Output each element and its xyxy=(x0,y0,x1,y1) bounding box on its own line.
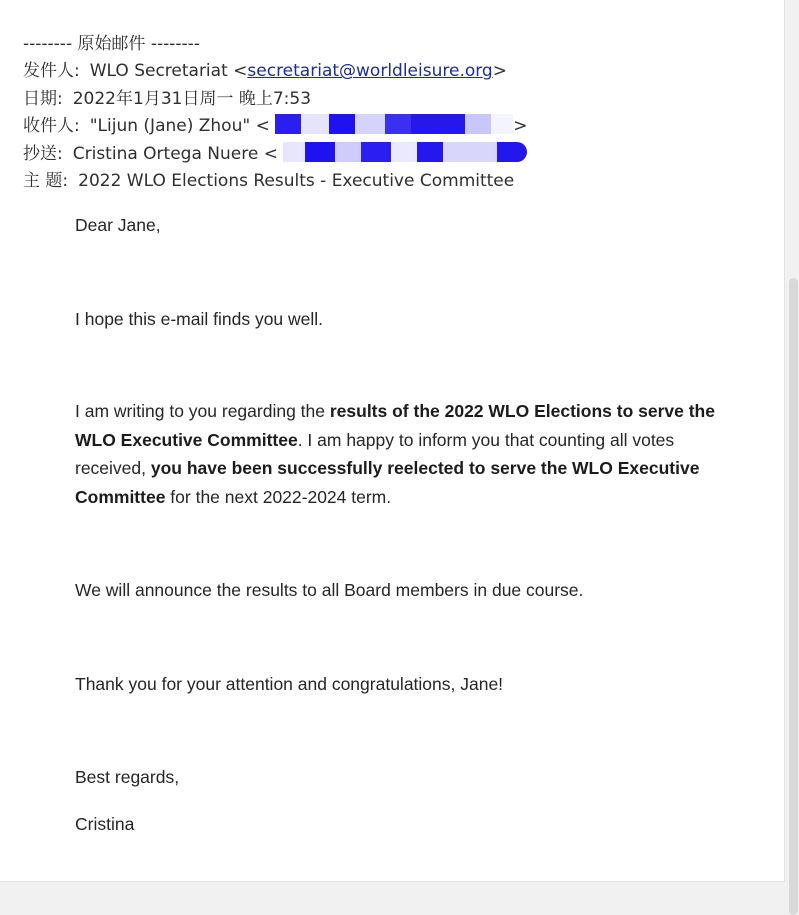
to-name: "Lijun (Jane) Zhou" < xyxy=(89,116,270,137)
signature: Cristina xyxy=(75,813,135,834)
subject-label: 主 题: xyxy=(23,170,69,191)
paragraph-election-results xyxy=(75,397,725,511)
to-row xyxy=(23,113,527,140)
from-row xyxy=(23,58,527,85)
paragraph-announcement: We will announce the results to all Board members in due course. xyxy=(75,580,584,600)
date-value: 2022年1月31日周一 晚上7:53 xyxy=(72,88,312,109)
cc-row xyxy=(23,141,527,168)
p2-bold-reelected: you have been successfully reelected to serve the WLO Executive Committee xyxy=(75,458,700,507)
to-email-close: > xyxy=(513,116,528,137)
greeting: Dear Jane, xyxy=(75,215,161,235)
from-name: WLO Secretariat < xyxy=(89,61,248,82)
cc-name: Cristina Ortega Nuere < xyxy=(72,143,278,164)
scrollbar-thumb[interactable] xyxy=(789,278,798,915)
paragraph-thanks: Thank you for your attention and congratulations, Jane! xyxy=(75,673,504,694)
p2-bold-results: results of the 2022 WLO Elections to serve the WLO Executive Committee xyxy=(75,401,715,450)
date-row xyxy=(23,86,527,113)
from-email-close: > xyxy=(492,61,507,82)
redacted-email-cc xyxy=(283,142,527,162)
redacted-email-to xyxy=(275,114,513,134)
closing: Best regards, xyxy=(75,767,180,787)
from-email-link[interactable]: secretariat@worldleisure.org xyxy=(247,61,493,82)
forwarded-header xyxy=(23,31,527,195)
paragraph-wellbeing: I hope this e-mail finds you well. xyxy=(75,308,324,329)
email-body xyxy=(75,211,725,838)
to-label: 收件人: xyxy=(23,116,80,137)
cc-label: 抄送: xyxy=(23,143,63,164)
original-message-divider: -------- 原始邮件 -------- xyxy=(23,34,200,54)
date-label: 日期: xyxy=(23,88,63,109)
p2-text-c: . I am happy to inform you that counting all votes received, xyxy=(75,429,675,478)
p2-text-a: I am writing to you regarding the xyxy=(75,401,330,421)
subject-value: 2022 WLO Elections Results - Executive Committee xyxy=(78,170,515,191)
p2-text-e: for the next 2022-2024 term. xyxy=(165,486,392,507)
subject-row xyxy=(23,168,527,195)
from-label: 发件人: xyxy=(23,61,80,82)
